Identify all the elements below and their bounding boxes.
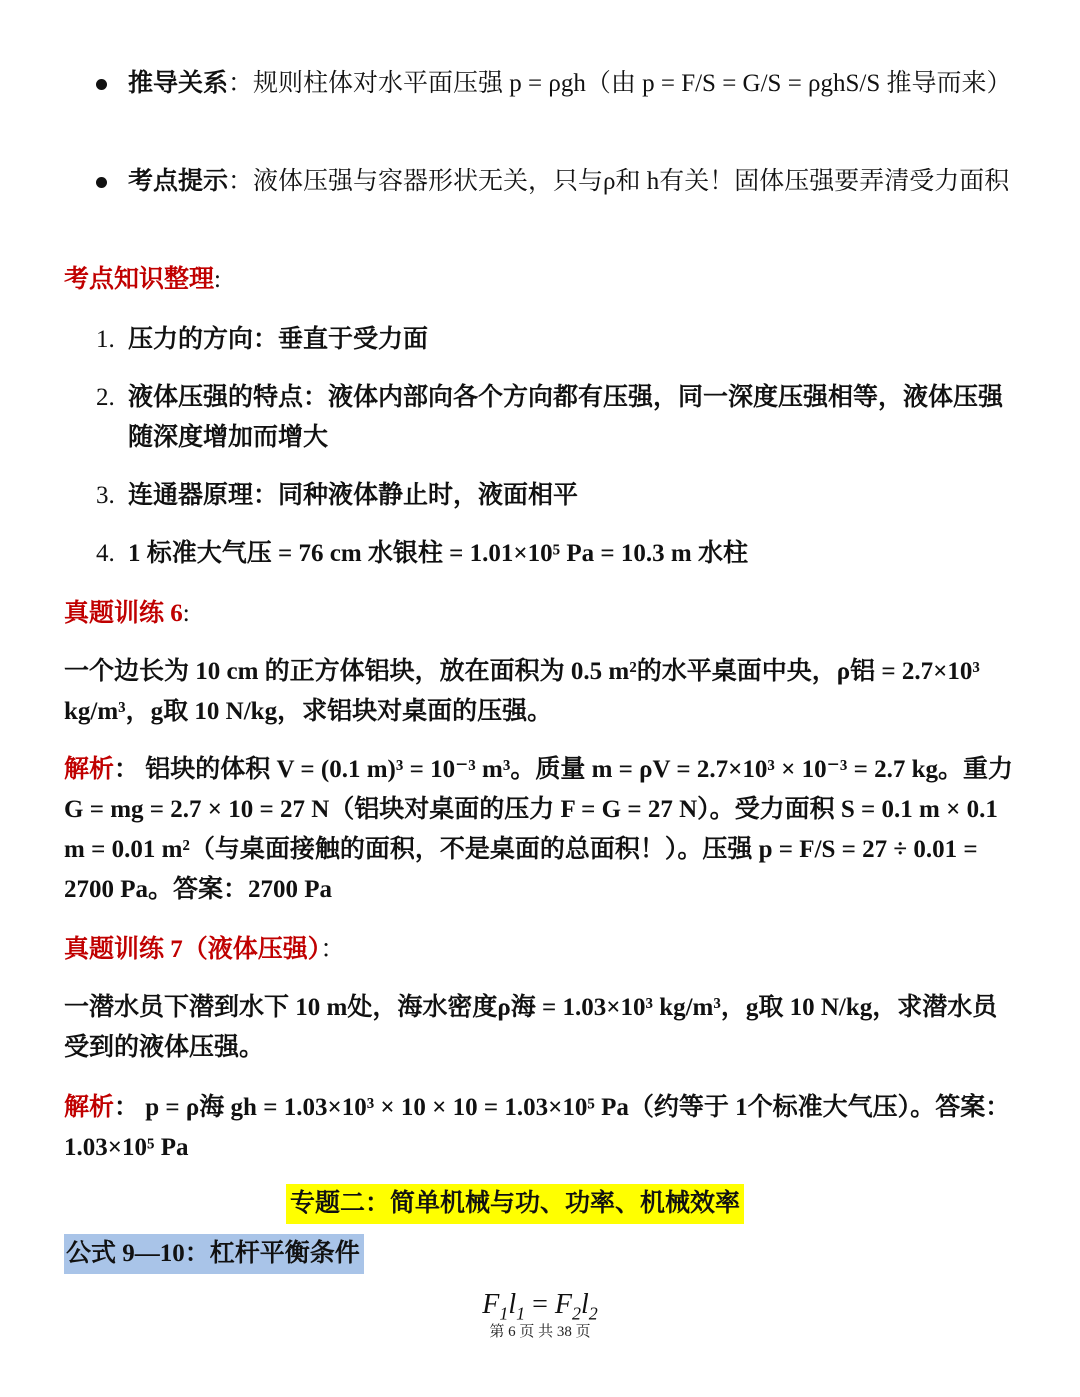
heading-colon: :	[182, 600, 190, 627]
page-footer: 第 6 页 共 38 页	[489, 1324, 591, 1340]
exercise-heading-text: 真题训练 7（液体压强）	[64, 936, 321, 963]
knowledge-heading	[64, 260, 221, 300]
formula-title: 公式 9—10：杠杆平衡条件	[64, 1234, 364, 1274]
formula-sub: 1	[516, 1303, 526, 1324]
exercise-7-question: 一潜水员下潜到水下 10 m处，海水密度ρ海 = 1.03×10³ kg/m³，g取 10 N/kg，求潜水员受到的液体压强。	[64, 994, 998, 1061]
analysis-text: ： p = ρ海 gh = 1.03×10³ × 10 × 10 = 1.03×10⁵ Pa（约等于 1个标准大气压）。	[114, 1094, 936, 1121]
formula-sub: 2	[572, 1303, 581, 1324]
bullet-dot-icon	[96, 177, 107, 188]
item-text: 压力的方向：垂直于受力面	[128, 326, 429, 353]
exercise-7-heading	[64, 930, 345, 970]
item-number: 3.	[96, 482, 115, 509]
formula-f2: F	[554, 1289, 572, 1320]
formula-f1: F	[482, 1289, 500, 1320]
exercise-6-heading	[64, 594, 190, 634]
knowledge-heading-text: 考点知识整理	[64, 266, 215, 293]
bullet-label: 考点提示	[128, 168, 229, 195]
formula-sub: 1	[499, 1303, 509, 1324]
formula-equals: =	[525, 1289, 555, 1320]
bullet-body: ：液体压强与容器形状无关，只与ρ和 h有关！固体压强要弄清受力面积	[228, 168, 1010, 195]
formula-l2: l	[581, 1289, 589, 1320]
item-text: 连通器原理：同种液体静止时，液面相平	[128, 482, 579, 509]
exercise-7-analysis	[64, 1088, 1014, 1168]
bullet-dot-icon	[96, 79, 107, 90]
formula-sub: 2	[588, 1303, 598, 1324]
analysis-label: 解析	[64, 756, 115, 783]
item-text: 1 标准大气压 = 76 cm 水银柱 = 1.01×10⁵ Pa = 10.3 m 水柱	[128, 540, 748, 567]
bullet-text	[128, 162, 1018, 202]
item-number: 4.	[96, 540, 115, 567]
formula-l1: l	[508, 1289, 517, 1320]
item-text: 液体压强的特点：液体内部向各个方向都有压强，同一深度压强相等，液体压强随深度增加而增大	[128, 384, 1004, 451]
exercise-heading-text: 真题训练 6	[64, 600, 183, 627]
heading-colon: ：	[320, 936, 346, 963]
analysis-text: ： 铝块的体积 V = (0.1 m)³ = 10⁻³ m³。质量 m = ρV = 2.7×10³ × 10⁻³ = 2.7 kg。重力 G = mg = 2.7 × 10 = 27 N（铝块对桌面的压力 F = G = 27 N）。受力面积 S = 0.1 m × 0.1 m = 0.01 m²（与桌面接触的面积，不是桌面的总面积！）。压强 p = F/S = 27 ÷ 0.01 = 2700 Pa。	[64, 756, 1013, 903]
exercise-6-question: 一个边长为 10 cm 的正方体铝块，放在面积为 0.5 m²的水平桌面中央，ρ铝 = 2.7×10³ kg/m³，g取 10 N/kg，求铝块对桌面的压强。	[64, 658, 980, 725]
item-number: 2.	[96, 384, 115, 411]
heading-colon: :	[214, 266, 221, 293]
bullet-body: ：规则柱体对水平面压强 p = ρgh（由 p = F/S = G/S = ρghS/S 推导而来）	[228, 70, 1012, 97]
topic-title: 专题二：简单机械与功、功率、机械效率	[286, 1184, 744, 1224]
exercise-6-analysis	[64, 750, 1014, 910]
bullet-label: 推导关系	[128, 70, 229, 97]
item-number: 1.	[96, 326, 115, 353]
analysis-label: 解析	[64, 1094, 115, 1121]
answer-text: 答案：1.03×10⁵ Pa	[64, 1094, 1011, 1161]
answer-text: 答案：2700 Pa	[173, 876, 333, 903]
bullet-text	[128, 64, 1018, 104]
